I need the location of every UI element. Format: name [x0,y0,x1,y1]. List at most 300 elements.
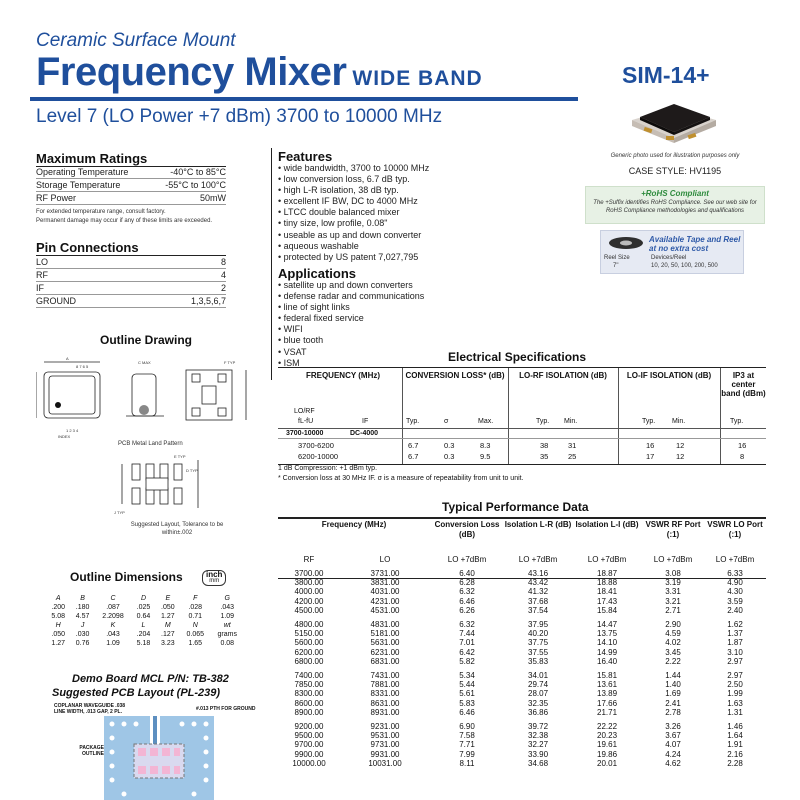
perf-sub-cell: LO +7dBm [653,555,693,564]
application-item: • satellite up and down converters [278,280,413,290]
dims-cell: 0.08 [220,640,235,647]
title-rule [30,97,578,101]
pin-value: 4 [220,270,226,280]
rating-label: RF Power [36,193,77,203]
table-cell: 4.07 [665,740,681,750]
table-cell: 9200.00 [294,722,324,732]
typ-label: Typ. [730,418,744,425]
table-cell: 3.19 [665,578,681,588]
dims-row [46,639,244,648]
rohs-box [585,186,765,224]
feature-item: • wide bandwidth, 3700 to 10000 MHz [278,163,430,173]
table-cell: 43.42 [528,578,549,588]
dims-cell: .200 [51,604,65,611]
table-cell: 13.75 [597,629,618,639]
table-cell: 3.59 [727,596,743,606]
title-suffix: WIDE BAND [352,67,483,90]
table-cell: 6.28 [459,578,475,588]
table-cell: 8.11 [459,758,475,768]
table-row [278,606,766,615]
dims-cell: 5.08 [51,613,65,620]
table-cell: 9700.00 [294,740,324,750]
application-item: • federal fixed service [278,313,364,324]
feature-item: • LTCC double balanced mixer [278,207,400,218]
table-cell: 2.97 [727,656,743,666]
perf-table [278,520,766,768]
pin-label: GROUND [36,296,76,306]
table-cell: 37.68 [528,596,549,606]
table-cell: 1.69 [665,689,681,699]
table-cell: 5150.00 [294,629,324,639]
table-cell: 4231.00 [370,596,400,606]
pin-row [36,295,226,308]
dims-cell: G [224,595,230,602]
table-cell: 7.01 [459,638,475,648]
dims-cell: 0.065 [186,631,205,638]
table-cell: 40.20 [528,629,549,639]
application-text: federal fixed service [283,313,364,324]
table-cell: 6.32 [459,620,475,630]
table-cell: 7.71 [459,740,475,750]
dims-cell: 0.76 [75,640,90,647]
table-cell: 9731.00 [370,740,400,750]
svg-text:1 2 3 4: 1 2 3 4 [66,428,79,433]
elec-ip3: 8 [740,452,745,461]
col-conv-loss-header: CONVERSION LOSS* (dB) [405,371,505,380]
elec-cl-max: 8.3 [480,441,491,450]
table-cell: 6.46 [459,707,475,717]
max-label: Max. [478,418,494,425]
table-cell: 32.38 [528,731,549,741]
dims-cell: .127 [161,631,175,638]
pin-label: RF [36,270,48,280]
table-cell: 2.22 [665,656,681,666]
pin-row [36,269,226,282]
application-text: satellite up and down converters [283,280,413,290]
application-item: • VSAT [278,346,307,357]
table-cell: 1.91 [727,740,743,750]
table-cell: 1.46 [727,722,743,732]
pin-value: 2 [220,283,226,293]
dims-cell: 1.09 [220,613,235,620]
table-cell: 34.68 [528,758,549,768]
table-cell: 6.40 [459,569,475,578]
table-row [278,620,766,629]
table-row [278,597,766,606]
range-lo: 3700-10000 [286,430,324,437]
table-cell: 29.74 [528,680,549,690]
table-cell: 4.90 [727,578,743,588]
table-cell: 36.86 [528,707,549,717]
min-label: Min. [672,418,686,425]
perf-header-row [278,520,766,540]
perf-header-cell: Isolation L-I (dB) [575,520,639,529]
table-cell: 32.27 [528,740,549,750]
dims-table [46,594,244,648]
dims-cell: .028 [188,604,203,611]
table-cell: 37.54 [528,605,549,615]
table-cell: 8900.00 [294,707,324,717]
elec-cl-max: 9.5 [480,452,491,461]
table-cell: 4800.00 [294,620,324,630]
table-cell: 19.86 [597,749,618,759]
rating-row [36,167,226,179]
dims-cell: E [165,595,171,602]
feature-item: • aqueous washable [278,240,359,251]
typ-label: Typ. [536,418,550,425]
rating-value: 50mW [199,193,226,203]
table-cell: 1.44 [665,671,681,681]
feature-text: LTCC double balanced mixer [283,207,400,218]
table-cell: 9500.00 [294,731,324,741]
svg-text:J TYP: J TYP [114,510,125,515]
table-cell: 7850.00 [294,680,324,690]
rating-value: -55°C to 100°C [165,180,226,190]
table-row [278,680,766,689]
demo-note-package: PACKAGE OUTLINE [79,745,104,757]
table-cell: 5600.00 [294,638,324,648]
table-cell: 7431.00 [370,671,400,681]
table-cell: 6800.00 [294,656,324,666]
table-cell: 3700.00 [294,569,324,578]
table-row [278,629,766,638]
dims-cell: M [164,622,171,629]
table-cell: 6.26 [459,605,475,615]
table-cell: 6.42 [459,647,475,657]
dims-cell: D [140,595,146,602]
table-cell: 37.75 [528,638,549,648]
page-title [36,50,483,95]
table-cell: 17.66 [597,698,618,708]
table-cell: 5.82 [459,656,475,666]
table-cell: 39.72 [528,722,549,732]
table-cell: 14.10 [597,638,618,648]
pcb-land-pattern-image [112,450,222,516]
feature-text: wide bandwidth, 3700 to 10000 MHz [283,163,430,173]
table-cell: 34.01 [528,671,549,681]
table-cell: 1.87 [727,638,743,648]
table-cell: 22.22 [597,722,618,732]
feature-item: • protected by US patent 7,027,795 [278,251,419,262]
ratings-note-1: For extended temperature range, consult factory. [36,209,166,215]
application-text: WIFI [283,324,303,335]
dims-cell: .043 [220,604,235,611]
table-row [278,750,766,759]
application-item: • WIFI [278,324,303,335]
table-cell: 8931.00 [370,707,400,717]
table-cell: 33.90 [528,749,549,759]
perf-sub-cell: LO +7dBm [447,555,487,564]
devices-value: 10, 20, 50, 100, 200, 500 [651,263,718,269]
dims-cell: .087 [106,604,120,611]
feature-item: • excellent IF BW, DC to 4000 MHz [278,196,418,207]
demo-board-line: Demo Board MCL P/N: TB-382 [72,673,229,685]
table-cell: 2.16 [727,749,743,759]
table-cell: 13.89 [597,689,618,699]
tape-reel-icon [607,235,645,251]
col-frequency-header: FREQUENCY (MHz) [305,371,381,380]
perf-sub-row [278,540,766,564]
typ-label: Typ. [406,418,420,425]
perf-header-cell: Isolation L-R (dB) [504,520,572,529]
table-cell: 9231.00 [370,722,400,732]
feature-item: • low conversion loss, 6.7 dB typ. [278,174,410,185]
table-cell: 4.30 [727,587,743,597]
table-cell: 3.21 [665,596,681,606]
table-cell: 16.40 [597,656,618,666]
table-cell: 9531.00 [370,731,400,741]
table-cell: 4500.00 [294,605,324,615]
model-number: SIM-14+ [622,62,710,88]
table-cell: 7.44 [459,629,475,639]
dims-row [46,603,244,612]
table-cell: 4.59 [665,629,681,639]
table-cell: 3.67 [665,731,681,741]
table-cell: 37.95 [528,620,549,630]
table-cell: 4831.00 [370,620,400,630]
table-cell: 41.32 [528,587,549,597]
dims-cell: .043 [106,631,120,638]
table-cell: 8600.00 [294,698,324,708]
table-cell: 32.35 [528,698,549,708]
elec-band: 3700-6200 [298,441,334,450]
table-cell: 19.61 [597,740,618,750]
table-cell: 6.90 [459,722,475,732]
col-lo-if-header: LO-IF ISOLATION (dB) [626,371,712,380]
feature-item: • useable as up and down converter [278,229,422,240]
feature-text: tiny size, low profile, 0.08" [283,218,388,229]
if-label: IF [362,418,369,425]
svg-text:8 7 6 5: 8 7 6 5 [76,364,89,369]
table-cell: 3831.00 [370,578,400,588]
table-row [278,648,766,657]
table-cell: 1.99 [727,689,743,699]
table-cell: 2.40 [727,605,743,615]
perf-sub-cell: LO +7dBm [518,555,558,564]
sigma-label: σ [444,418,449,425]
product-photo-image [626,98,722,144]
elec-lr-typ: 38 [540,441,549,450]
col-lo-rf-header: LO-RF ISOLATION (dB) [519,371,607,380]
dims-cell: 0.64 [136,613,151,620]
elec-li-typ: 17 [646,452,655,461]
table-row [278,740,766,749]
elec-cl-typ: 6.7 [408,441,419,450]
table-cell: 4.62 [665,758,681,768]
unit-badge [202,570,226,586]
table-cell: 2.41 [665,698,681,708]
reel-size-value: 7" [613,263,619,269]
application-item: • defense radar and communications [278,291,425,302]
dims-cell: N [192,622,198,629]
table-cell: 2.28 [727,758,743,768]
table-cell: 18.41 [597,587,618,597]
dims-cell: H [55,622,61,629]
dims-cell: wt [223,622,231,629]
table-cell: 37.55 [528,647,549,657]
dims-cell: 5.18 [136,640,151,647]
svg-text:D TYP: D TYP [186,468,198,473]
rating-value: -40°C to 85°C [170,167,226,177]
table-row [278,759,766,768]
dims-cell: A [55,595,61,602]
dims-row [46,630,244,639]
table-cell: 2.71 [665,605,681,615]
table-cell: 2.50 [727,680,743,690]
table-cell: 4031.00 [370,587,400,597]
range-if: DC-4000 [350,430,379,437]
divider [278,517,766,519]
tape-reel-box [600,230,744,274]
table-cell: 13.61 [597,680,618,690]
table-cell: 5181.00 [370,629,400,639]
perf-header-cell: Conversion Loss (dB) [434,520,500,539]
dims-cell: 0.71 [188,613,203,620]
application-text: VSAT [283,346,307,357]
divider [278,428,766,429]
table-row [278,657,766,666]
fl-fu-label: fL-fU [298,418,314,425]
table-cell: 3.45 [665,647,681,657]
table-cell: 43.16 [528,569,549,578]
feature-text: low conversion loss, 6.7 dB typ. [283,174,410,185]
elec-lr-typ: 35 [540,452,549,461]
table-cell: 3731.00 [370,569,400,578]
table-cell: 8300.00 [294,689,324,699]
subtitle: Ceramic Surface Mount [36,30,236,51]
table-cell: 14.99 [597,647,618,657]
dims-cell: 1.65 [188,640,203,647]
elec-lr-min: 31 [568,441,577,450]
outline-dimensions-title: Outline Dimensions [70,570,183,584]
table-cell: 20.23 [597,731,618,741]
table-cell: 7.99 [459,749,475,759]
perf-header-cell: VSWR LO Port (:1) [707,520,763,539]
pin-label: IF [36,283,44,293]
table-cell: 2.90 [665,620,681,630]
pin-value: 8 [220,257,226,267]
table-cell: 4.24 [665,749,681,759]
pcb-land-label: PCB Metal Land Pattern [118,441,183,447]
level-line: Level 7 (LO Power +7 dBm) 3700 to 10000 MHz [36,106,443,127]
svg-text:E TYP: E TYP [174,454,186,459]
elec-cl-sigma: 0.3 [444,452,455,461]
table-cell: 28.07 [528,689,549,699]
table-cell: 10031.00 [368,758,402,768]
dims-cell: L [141,622,146,629]
elec-ip3: 16 [738,441,747,450]
table-cell: 7.58 [459,731,475,741]
title-main: Frequency Mixer [36,50,347,94]
table-cell: 6.32 [459,587,475,597]
application-text: defense radar and communications [283,291,425,302]
elec-note-1: 1 dB Compression: +1 dBm typ. [278,465,378,472]
elec-specs-title: Electrical Specifications [448,350,587,364]
table-cell: 6231.00 [370,647,400,657]
perf-body [278,564,766,768]
table-cell: 3.26 [665,722,681,732]
table-cell: 1.31 [727,707,743,717]
dims-cell: .025 [136,604,151,611]
svg-text:A: A [66,356,69,361]
dims-cell: .030 [75,631,90,638]
min-label: Min. [564,418,578,425]
col-ip3-header: IP3 at center band (dBm) [721,371,766,398]
table-cell: 5631.00 [370,638,400,648]
elec-li-typ: 16 [646,441,655,450]
table-row [278,638,766,647]
dims-cell: .180 [75,604,90,611]
elec-li-min: 12 [676,441,685,450]
pin-label: LO [36,257,49,267]
table-cell: 3.31 [665,587,681,597]
application-item: • blue tooth [278,335,324,346]
table-cell: 5.83 [459,698,475,708]
pin-value: 1,3,5,6,7 [190,296,226,306]
table-cell: 5.34 [459,671,475,681]
table-cell: 6831.00 [370,656,400,666]
pin-row [36,256,226,269]
outline-drawing-image [36,352,266,442]
dims-cell: grams [217,631,237,638]
pin-connections-title: Pin Connections [36,240,139,255]
applications-title: Applications [278,266,357,281]
feature-item: • tiny size, low profile, 0.08" [278,218,388,229]
case-style: CASE STYLE: HV1195 [628,166,722,176]
table-cell: 7881.00 [370,680,400,690]
divider [278,438,766,439]
reel-size-label: Reel Size [604,255,630,261]
typ-label: Typ. [642,418,656,425]
elec-lr-min: 25 [568,452,577,461]
table-cell: 5.44 [459,680,475,690]
table-cell: 5.61 [459,689,475,699]
feature-text: high L-R isolation, 38 dB typ. [283,185,399,196]
table-cell: 9900.00 [294,749,324,759]
outline-drawing-title: Outline Drawing [100,333,193,347]
table-cell: 3800.00 [294,578,324,588]
application-text: ISM [283,357,300,368]
dims-cell: .050 [161,604,175,611]
table-cell: 6.33 [727,569,743,578]
pin-row [36,282,226,295]
application-item: • ISM [278,357,300,368]
table-row [278,722,766,731]
dims-row [46,612,244,621]
tape-heading: Available Tape and Reel at no extra cost [649,235,741,253]
table-cell: 21.71 [597,707,618,717]
table-cell: 2.97 [727,671,743,681]
perf-sub-cell: LO +7dBm [587,555,627,564]
rating-label: Storage Temperature [36,180,121,190]
table-cell: 8631.00 [370,698,400,708]
rating-label: Operating Temperature [36,167,129,177]
feature-text: protected by US patent 7,027,795 [283,251,419,262]
dims-cell: B [80,595,85,602]
column-separator [271,148,272,380]
dims-cell: 3.23 [161,640,175,647]
features-title: Features [278,149,333,164]
dims-cell: K [110,622,116,629]
elec-cl-sigma: 0.3 [444,441,455,450]
svg-text:INDEX: INDEX [58,434,71,439]
demo-note-waveguide: COPLANAR WAVEGUIDE .038 LINE WIDTH, .013 GAP, 2 PL. [54,703,126,715]
rating-row [36,192,226,205]
demo-note-pth: #.013 PTH FOR GROUND [196,706,256,712]
dims-cell: C [110,595,116,602]
table-cell: 15.84 [597,605,618,615]
table-cell: 1.40 [665,680,681,690]
